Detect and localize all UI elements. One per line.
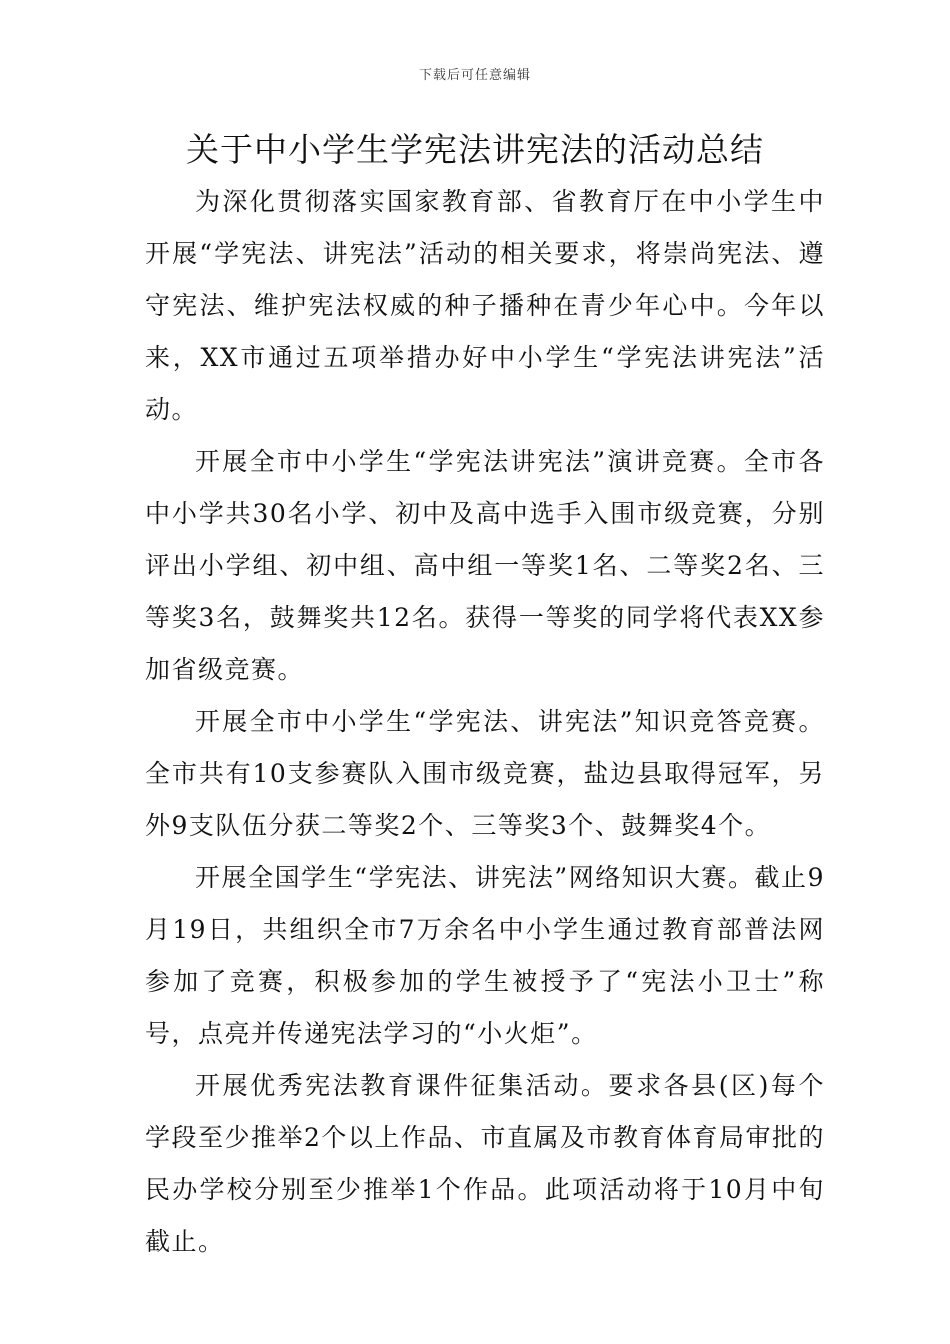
paragraph-quiz-contest: 开展全市中小学生“学宪法、讲宪法”知识竞答竞赛。全市共有10支参赛队入围市级竞赛，盐边县取得冠军，另外9支队伍分获二等奖2个、三等奖3个、鼓舞奖4个。 [145, 707, 825, 840]
paragraph-intro: 为深化贯彻落实国家教育部、省教育厅在中小学生中开展“学宪法、讲宪法”活动的相关要求，将崇尚宪法、遵守宪法、维护宪法权威的种子播种在青少年心中。今年以来，XX市通过五项举措办好中小学生“学宪法讲宪法”活动。 [145, 187, 825, 424]
paragraph-courseware-collection: 开展优秀宪法教育课件征集活动。要求各县(区)每个学段至少推举2个以上作品、市直属及市教育体育局审批的民办学校分别至少推举1个作品。此项活动将于10月中旬截止。 [145, 1071, 825, 1256]
paragraph-online-contest: 开展全国学生“学宪法、讲宪法”网络知识大赛。截止9月19日，共组织全市7万余名中小学生通过教育部普法网参加了竞赛，积极参加的学生被授予了“宪法小卫士”称号，点亮并传递宪法学习的“小火炬”。 [145, 863, 825, 1048]
document-title: 关于中小学生学宪法讲宪法的活动总结 [186, 130, 764, 169]
header-note: 下载后可任意编辑 [418, 68, 531, 83]
paragraph-speech-contest: 开展全市中小学生“学宪法讲宪法”演讲竞赛。全市各中小学共30名小学、初中及高中选手入围市级竞赛，分别评出小学组、初中组、高中组一等奖1名、二等奖2名、三等奖3名，鼓舞奖共12名。获得一等奖的同学将代表XX参加省级竞赛。 [145, 447, 825, 684]
document-body [145, 176, 825, 1268]
